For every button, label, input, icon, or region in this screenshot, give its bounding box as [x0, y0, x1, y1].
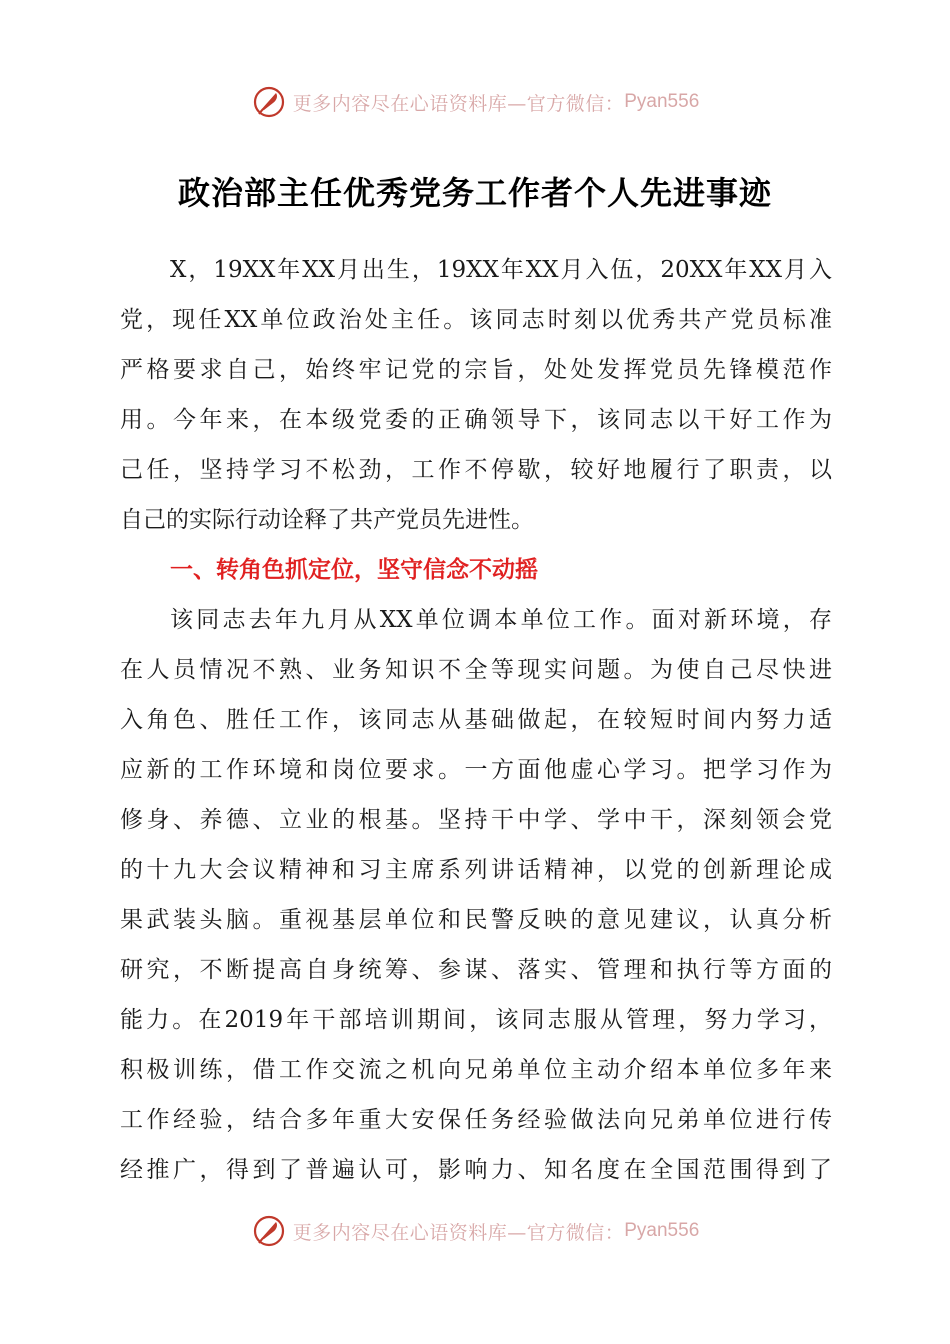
paragraph-line: 该同志去年九月从XX单位调本单位工作。面对新环境，存	[170, 607, 832, 633]
footer-watermark	[0, 1209, 950, 1253]
paragraph-line: 果武装头脑。重视基层单位和民警反映的意见建议，认真分析	[120, 907, 832, 933]
document-body	[120, 245, 832, 1195]
header-watermark-text: 更多内容尽在心语资料库—官方微信：	[292, 92, 625, 115]
header-watermark	[0, 80, 950, 124]
footer-watermark-text: 更多内容尽在心语资料库—官方微信：	[292, 1221, 625, 1244]
paragraph-line: 修身、养德、立业的根基。坚持干中学、学中干，深刻领会党	[120, 807, 832, 833]
paragraph-line: 自己的实际行动诠释了共产党员先进性。	[120, 507, 534, 533]
header-watermark-id: Pyan556	[624, 91, 700, 112]
paragraph-line: 的十九大会议精神和习主席系列讲话精神，以党的创新理论成	[120, 857, 832, 883]
paragraph-line: 党，现任XX单位政治处主任。该同志时刻以优秀共产党员标准	[120, 307, 832, 333]
paragraph-line: 经推广，得到了普遍认可，影响力、知名度在全国范围得到了	[120, 1157, 832, 1183]
quill-pen-logo-icon	[251, 84, 287, 120]
paragraph-line: 在人员情况不熟、业务知识不全等现实问题。为使自己尽快进	[120, 657, 832, 683]
paragraph-line: 能力。在2019年干部培训期间，该同志服从管理，努力学习，	[120, 1007, 832, 1033]
paragraph-line: 己任，坚持学习不松劲，工作不停歇，较好地履行了职责，以	[120, 457, 832, 483]
paragraph-line: 积极训练，借工作交流之机向兄弟单位主动介绍本单位多年来	[120, 1057, 832, 1083]
section-heading: 一、转角色抓定位，坚守信念不动摇	[170, 557, 538, 583]
quill-pen-logo-icon	[251, 1213, 287, 1249]
paragraph-line: 入角色、胜任工作，该同志从基础做起，在较短时间内努力适	[120, 707, 832, 733]
footer-watermark-id: Pyan556	[624, 1220, 700, 1241]
paragraph-line: 严格要求自己，始终牢记党的宗旨，处处发挥党员先锋模范作	[120, 357, 832, 383]
paragraph-line: 工作经验，结合多年重大安保任务经验做法向兄弟单位进行传	[120, 1107, 832, 1133]
paragraph-line: 用。今年来，在本级党委的正确领导下，该同志以干好工作为	[120, 407, 832, 433]
paragraph-line: 研究，不断提高自身统筹、参谋、落实、管理和执行等方面的	[120, 957, 832, 983]
document-title: 政治部主任优秀党务工作者个人先进事迹	[177, 174, 772, 212]
paragraph-line: 应新的工作环境和岗位要求。一方面他虚心学习。把学习作为	[120, 757, 832, 783]
paragraph-line: X，19XX年XX月出生，19XX年XX月入伍，20XX年XX月入	[170, 257, 832, 283]
